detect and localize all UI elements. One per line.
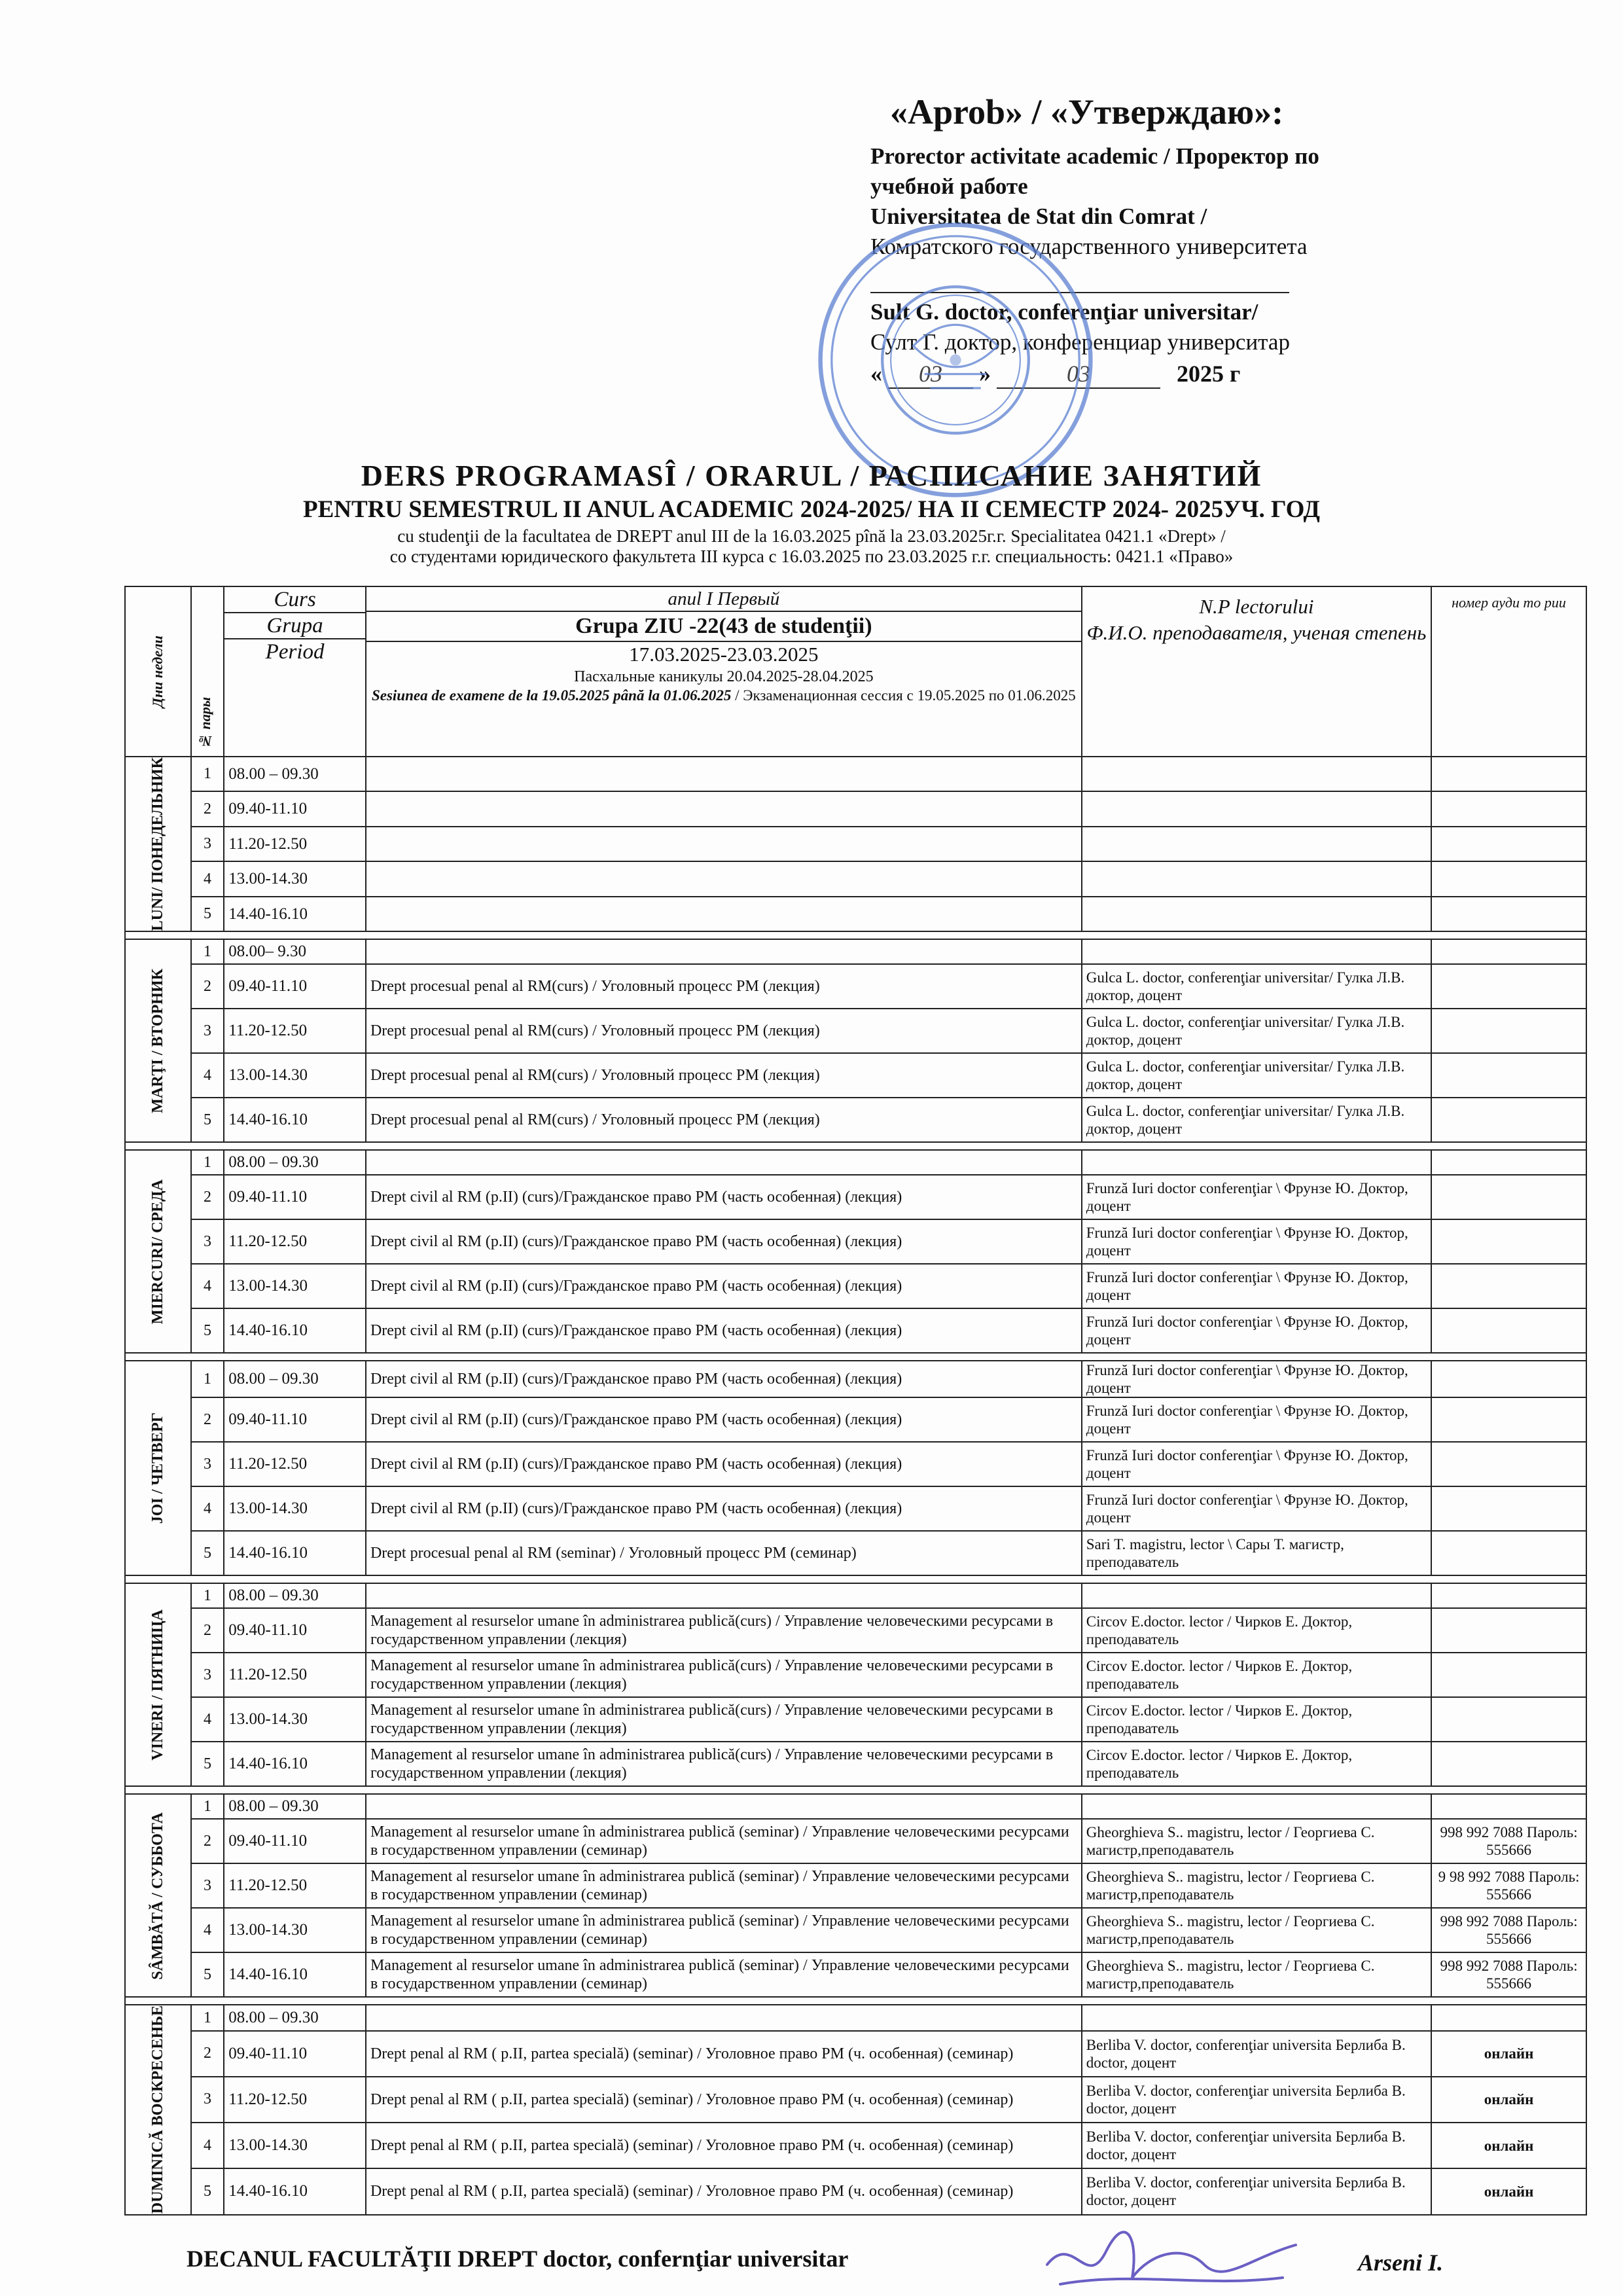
subject: Management al resurselor umane în administrarea publică(curs) / Управление человеческими ресурсами в государственном управлении (лекция) (366, 1697, 1082, 1742)
pair-number: 5 (191, 1308, 224, 1353)
auditorium (1431, 1264, 1586, 1308)
day-separator-cell (125, 1353, 1586, 1361)
subject: Management al resurselor umane în administrarea publică(curs) / Управление человеческими ресурсами в государственном управлении (лекция) (366, 1742, 1082, 1786)
pair-number: 1 (191, 1794, 224, 1819)
pair-time: 08.00 – 09.30 (224, 1361, 366, 1397)
subject: Drept penal al RM ( p.II, partea specială) (seminar) / Уголовное право РМ (ч. особенная) (семинар) (366, 2031, 1082, 2077)
pair-number: 1 (191, 939, 224, 964)
pair-number: 2 (191, 1175, 224, 1219)
table-row (125, 2168, 1586, 2214)
pair-number: 5 (191, 1952, 224, 1997)
lecturer: Circov E.doctor. lector / Чирков Е. Доктор, преподаватель (1082, 1697, 1431, 1742)
table-row (125, 1053, 1586, 1098)
auditorium (1431, 827, 1586, 861)
pair-number: 2 (191, 1819, 224, 1863)
table-row (125, 964, 1586, 1009)
lecturer: Frunză Iuri doctor conferenţiar \ Фрунзе Ю. Доктор, доцент (1082, 1308, 1431, 1353)
lecturer: Berliba V. doctor, conferenţiar universita Берлиба В. doctor, доцент (1082, 2168, 1431, 2214)
day-name: SÂMBĂTĂ / СУББОТА (149, 1812, 166, 1980)
approval-line-2: учебной работе (870, 173, 1028, 199)
subject (366, 1583, 1082, 1608)
table-row (125, 1653, 1586, 1697)
pair-number: 2 (191, 2031, 224, 2077)
approval-signer-ru: Султ Г. доктор, конференциар университар (870, 329, 1290, 355)
day-separator (125, 1575, 1586, 1583)
pair-time: 08.00 – 09.30 (224, 1794, 366, 1819)
subject: Drept procesual penal al RM(curs) / Уголовный процесс РМ (лекция) (366, 1053, 1082, 1098)
auditorium (1431, 1697, 1586, 1742)
pair-number: 2 (191, 964, 224, 1009)
day-separator (125, 931, 1586, 939)
table-row (125, 1397, 1586, 1442)
pair-time: 08.00 – 09.30 (224, 2005, 366, 2030)
pair-time: 11.20-12.50 (224, 827, 366, 861)
table-row (125, 1742, 1586, 1786)
lecturer: Gulca L. doctor, conferenţiar universitar/ Гулка Л.В. доктор, доцент (1082, 1009, 1431, 1053)
lecturer: Gulca L. doctor, conferenţiar universitar/ Гулка Л.В. доктор, доцент (1082, 1098, 1431, 1142)
header-auditorium-label: номер ауди то рии (1452, 594, 1566, 611)
subject (366, 861, 1082, 896)
header-lecturer-ro: N.P lectorului (1199, 595, 1314, 618)
table-row (125, 1583, 1586, 1608)
auditorium (1431, 861, 1586, 896)
lecturer (1082, 757, 1431, 791)
auditorium (1431, 1150, 1586, 1175)
pair-time: 11.20-12.50 (224, 2077, 366, 2123)
pair-time: 11.20-12.50 (224, 1863, 366, 1908)
table-row (125, 1819, 1586, 1863)
pair-time: 09.40-11.10 (224, 1175, 366, 1219)
header-group (366, 586, 1082, 757)
table-row (125, 861, 1586, 896)
auditorium (1431, 1531, 1586, 1575)
subject (366, 827, 1082, 861)
approval-line-4: Комратского государственного университета (870, 234, 1308, 259)
pair-number: 5 (191, 2168, 224, 2214)
subject: Drept penal al RM ( p.II, partea specială) (seminar) / Уголовное право РМ (ч. особенная) (семинар) (366, 2168, 1082, 2214)
subject: Management al resurselor umane în administrarea publică (seminar) / Управление человеческими ресурсами в государственном управлении (семинар) (366, 1819, 1082, 1863)
pair-time: 09.40-11.10 (224, 2031, 366, 2077)
header-grupa: Grupa (224, 613, 365, 639)
pair-time: 13.00-14.30 (224, 861, 366, 896)
day-separator-cell (125, 1142, 1586, 1150)
pair-number: 5 (191, 897, 224, 932)
header-days (125, 586, 191, 757)
table-row (125, 1952, 1586, 1997)
auditorium (1431, 791, 1586, 826)
day-name: VINERI / ПЯТНИЦА (149, 1609, 166, 1761)
subject: Management al resurselor umane în administrarea publică (seminar) / Управление человеческими ресурсами в государственном управлении (семинар) (366, 1952, 1082, 1997)
table-row (125, 1863, 1586, 1908)
title-line-3: cu studenţii de la facultatea de DREPT anul III de la 16.03.2025 pînă la 23.03.2025г.г. Specialitatea 0421.1 «Drept» / (397, 526, 1226, 546)
subject (366, 897, 1082, 932)
pair-time: 11.20-12.50 (224, 1442, 366, 1486)
auditorium (1431, 939, 1586, 964)
table-row (125, 939, 1586, 964)
header-session-ru: / Экзаменационная сессия с 19.05.2025 по 01.06.2025 (731, 687, 1076, 704)
lecturer: Sari T. magistru, lector \ Сары Т. магистр, преподаватель (1082, 1531, 1431, 1575)
subject: Drept civil al RM (p.II) (curs)/Гражданское право РМ (часть особенная) (лекция) (366, 1442, 1082, 1486)
auditorium (1431, 1219, 1586, 1264)
header-lecturer-ru: Ф.И.О. преподавателя, ученая степень (1086, 621, 1427, 644)
pair-time: 14.40-16.10 (224, 1531, 366, 1575)
subject: Management al resurselor umane în administrarea publică(curs) / Управление человеческими ресурсами в государственном управлении (лекция) (366, 1608, 1082, 1653)
day-separator (125, 1786, 1586, 1794)
lecturer: Gheorghieva S.. magistru, lector / Георгиева С. магистр,преподаватель (1082, 1908, 1431, 1952)
day-separator-cell (125, 1997, 1586, 2005)
header-year: anul I Первый (366, 587, 1081, 612)
auditorium (1431, 757, 1586, 791)
table-row (125, 2123, 1586, 2168)
table-row (125, 1150, 1586, 1175)
auditorium (1431, 1009, 1586, 1053)
auditorium: 998 992 7088 Пароль: 555666 (1431, 1952, 1586, 1997)
pair-number: 4 (191, 2123, 224, 2168)
table-row (125, 827, 1586, 861)
date-open-quote: « (870, 361, 882, 387)
header-pair-label: № пары (196, 697, 213, 749)
lecturer (1082, 1150, 1431, 1175)
subject: Management al resurselor umane în administrarea publică (seminar) / Управление человеческими ресурсами в государственном управлении (семинар) (366, 1908, 1082, 1952)
pair-number: 3 (191, 827, 224, 861)
header-group-name: Grupa ZIU -22(43 de studenţii) (366, 612, 1081, 642)
pair-number: 5 (191, 1531, 224, 1575)
table-row (125, 1361, 1586, 1397)
table-row (125, 1219, 1586, 1264)
auditorium: онлайн (1431, 2123, 1586, 2168)
lecturer: Frunză Iuri doctor conferenţiar \ Фрунзе Ю. Доктор, доцент (1082, 1397, 1431, 1442)
pair-time: 13.00-14.30 (224, 2123, 366, 2168)
table-row (125, 897, 1586, 932)
pair-time: 14.40-16.10 (224, 2168, 366, 2214)
auditorium (1431, 1583, 1586, 1608)
subject: Drept procesual penal al RM(curs) / Уголовный процесс РМ (лекция) (366, 964, 1082, 1009)
pair-number: 4 (191, 1486, 224, 1531)
header-days-label: Дни недели (149, 635, 166, 708)
pair-time: 13.00-14.30 (224, 1053, 366, 1098)
header-date-range: 17.03.2025-23.03.2025 (629, 643, 819, 666)
table-row (125, 1442, 1586, 1486)
lecturer: Gheorghieva S.. magistru, lector / Георгиева С. магистр,преподаватель (1082, 1863, 1431, 1908)
subject: Management al resurselor umane în administrarea publică(curs) / Управление человеческими ресурсами в государственном управлении (лекция) (366, 1653, 1082, 1697)
pair-number: 4 (191, 1053, 224, 1098)
pair-number: 3 (191, 1863, 224, 1908)
table-row (125, 757, 1586, 791)
day-separator-cell (125, 931, 1586, 939)
auditorium (1431, 1098, 1586, 1142)
day-separator (125, 1353, 1586, 1361)
pair-time: 14.40-16.10 (224, 1742, 366, 1786)
subject: Drept procesual penal al RM(curs) / Уголовный процесс РМ (лекция) (366, 1098, 1082, 1142)
auditorium (1431, 1053, 1586, 1098)
header-session (366, 687, 1081, 705)
header-auditorium (1431, 586, 1586, 757)
schedule-table (124, 586, 1587, 2215)
title-line-2: PENTRU SEMESTRUL II ANUL ACADEMIC 2024-2025/ НА II СЕМЕСТР 2024- 2025УЧ. ГОД (303, 496, 1320, 523)
header-session-ro: Sesiunea de examene de la 19.05.2025 până la 01.06.2025 (371, 687, 732, 704)
pair-time: 09.40-11.10 (224, 1397, 366, 1442)
table-header-row (125, 586, 1586, 757)
pair-time: 14.40-16.10 (224, 1308, 366, 1353)
day-name-cell (125, 939, 191, 1142)
table-row (125, 1486, 1586, 1531)
day-separator-cell (125, 1786, 1586, 1794)
pair-time: 09.40-11.10 (224, 1819, 366, 1863)
pair-number: 3 (191, 1653, 224, 1697)
table-row (125, 1794, 1586, 1819)
title-line-4: со студентами юридического факультета III курса с 16.03.2025 по 23.03.2025 г.г. специальность: 0421.1 «Право» (389, 547, 1234, 566)
auditorium (1431, 1794, 1586, 1819)
header-lecturer (1082, 586, 1431, 757)
auditorium (1431, 1397, 1586, 1442)
lecturer: Circov E.doctor. lector / Чирков Е. Доктор, преподаватель (1082, 1653, 1431, 1697)
header-period: Period (265, 640, 325, 664)
approval-line-1: Prorector activitate academic / Проректор по (870, 143, 1319, 169)
approval-line-3: Universitatea de Stat din Comrat / (870, 204, 1207, 229)
day-name: LUNI/ ПОНЕДЕЛЬНИК (149, 757, 166, 931)
subject: Drept civil al RM (p.II) (curs)/Гражданское право РМ (часть особенная) (лекция) (366, 1486, 1082, 1531)
pair-time: 13.00-14.30 (224, 1908, 366, 1952)
pair-time: 08.00– 9.30 (224, 939, 366, 964)
pair-time: 14.40-16.10 (224, 1098, 366, 1142)
subject: Drept civil al RM (p.II) (curs)/Гражданское право РМ (часть особенная) (лекция) (366, 1397, 1082, 1442)
pair-number: 3 (191, 1442, 224, 1486)
day-separator-cell (125, 1575, 1586, 1583)
pair-time: 09.40-11.10 (224, 964, 366, 1009)
date-day: 03 (888, 360, 973, 389)
subject (366, 1794, 1082, 1819)
title-line-1: DERS PROGRAMASÎ / ORARUL / РАСПИСАНИЕ ЗАНЯТИЙ (361, 459, 1262, 492)
approval-title: «Aprob» / «Утверждаю»: (890, 92, 1284, 132)
lecturer: Frunză Iuri doctor conferenţiar \ Фрунзе Ю. Доктор, доцент (1082, 1442, 1431, 1486)
subject: Drept civil al RM (p.II) (curs)/Гражданское право РМ (часть особенная) (лекция) (366, 1308, 1082, 1353)
auditorium (1431, 964, 1586, 1009)
approval-signer-ro: Sult G. doctor, conferenţiar universitar/ (870, 299, 1258, 325)
lecturer: Frunză Iuri doctor conferenţiar \ Фрунзе Ю. Доктор, доцент (1082, 1486, 1431, 1531)
auditorium (1431, 1361, 1586, 1397)
lecturer (1082, 939, 1431, 964)
lecturer: Circov E.doctor. lector / Чирков Е. Доктор, преподаватель (1082, 1742, 1431, 1786)
auditorium (1431, 1653, 1586, 1697)
lecturer: Gulca L. doctor, conferenţiar universitar/ Гулка Л.В. доктор, доцент (1082, 1053, 1431, 1098)
table-row (125, 1175, 1586, 1219)
lecturer (1082, 1794, 1431, 1819)
lecturer: Frunză Iuri doctor conferenţiar \ Фрунзе Ю. Доктор, доцент (1082, 1264, 1431, 1308)
day-name-cell (125, 2005, 191, 2214)
lecturer (1082, 1583, 1431, 1608)
pair-number: 2 (191, 1608, 224, 1653)
subject (366, 757, 1082, 791)
lecturer: Gheorghieva S.. magistru, lector / Георгиева С. магистр,преподаватель (1082, 1952, 1431, 1997)
pair-number: 1 (191, 1361, 224, 1397)
subject: Drept civil al RM (p.II) (curs)/Гражданское право РМ (часть особенная) (лекция) (366, 1264, 1082, 1308)
subject (366, 2005, 1082, 2030)
lecturer (1082, 791, 1431, 826)
day-separator (125, 1997, 1586, 2005)
lecturer: Berliba V. doctor, conferenţiar universita Берлиба В. doctor, доцент (1082, 2123, 1431, 2168)
table-row (125, 791, 1586, 826)
auditorium: онлайн (1431, 2031, 1586, 2077)
pair-number: 4 (191, 861, 224, 896)
signature-icon (1034, 2225, 1309, 2296)
day-name: MIERCURI/ СРЕДА (149, 1179, 166, 1324)
pair-number: 2 (191, 1397, 224, 1442)
table-row (125, 1308, 1586, 1353)
pair-time: 13.00-14.30 (224, 1264, 366, 1308)
pair-number: 1 (191, 1150, 224, 1175)
subject: Drept civil al RM (p.II) (curs)/Гражданское право РМ (часть особенная) (лекция) (366, 1219, 1082, 1264)
auditorium (1431, 2005, 1586, 2030)
table-row (125, 2005, 1586, 2030)
header-pair (191, 586, 224, 757)
pair-number: 3 (191, 1219, 224, 1264)
day-name-cell (125, 1361, 191, 1575)
day-name: JOI / ЧЕТВЕРГ (149, 1412, 166, 1524)
lecturer (1082, 861, 1431, 896)
table-row (125, 1908, 1586, 1952)
date-year: 2025 г (1177, 361, 1241, 387)
pair-time: 09.40-11.10 (224, 1608, 366, 1653)
auditorium (1431, 1308, 1586, 1353)
auditorium (1431, 1486, 1586, 1531)
table-row (125, 1697, 1586, 1742)
pair-time: 08.00 – 09.30 (224, 757, 366, 791)
table-row (125, 1531, 1586, 1575)
day-name-cell (125, 1794, 191, 1997)
subject (366, 1150, 1082, 1175)
table-row (125, 2077, 1586, 2123)
pair-time: 11.20-12.50 (224, 1009, 366, 1053)
header-course (224, 586, 366, 757)
pair-number: 2 (191, 791, 224, 826)
document-title (0, 458, 1623, 567)
subject (366, 791, 1082, 826)
pair-time: 11.20-12.50 (224, 1219, 366, 1264)
pair-number: 3 (191, 2077, 224, 2123)
pair-number: 5 (191, 1742, 224, 1786)
auditorium: 9 98 992 7088 Пароль: 555666 (1431, 1863, 1586, 1908)
subject (366, 939, 1082, 964)
pair-number: 5 (191, 1098, 224, 1142)
schedule-body (125, 757, 1586, 2215)
date-month: 03 (997, 360, 1160, 389)
lecturer: Berliba V. doctor, conferenţiar universita Берлиба В. doctor, доцент (1082, 2031, 1431, 2077)
auditorium: онлайн (1431, 2077, 1586, 2123)
lecturer: Gulca L. doctor, conferenţiar universitar/ Гулка Л.В. доктор, доцент (1082, 964, 1431, 1009)
pair-number: 4 (191, 1908, 224, 1952)
auditorium (1431, 1742, 1586, 1786)
pair-time: 11.20-12.50 (224, 1653, 366, 1697)
lecturer: Circov E.doctor. lector / Чирков Е. Доктор, преподаватель (1082, 1608, 1431, 1653)
pair-time: 08.00 – 09.30 (224, 1583, 366, 1608)
day-name: MARŢI / ВТОРНИК (149, 969, 166, 1113)
auditorium (1431, 1175, 1586, 1219)
table-row (125, 1608, 1586, 1653)
subject: Drept penal al RM ( p.II, partea specială) (seminar) / Уголовное право РМ (ч. особенная) (семинар) (366, 2123, 1082, 2168)
lecturer (1082, 2005, 1431, 2030)
auditorium: 998 992 7088 Пароль: 555666 (1431, 1819, 1586, 1863)
auditorium (1431, 1608, 1586, 1653)
lecturer (1082, 827, 1431, 861)
subject: Drept civil al RM (p.II) (curs)/Гражданское право РМ (часть особенная) (лекция) (366, 1361, 1082, 1397)
pair-number: 1 (191, 757, 224, 791)
date-close-quote: » (979, 361, 991, 387)
subject: Management al resurselor umane în administrarea publică (seminar) / Управление человеческими ресурсами в государственном управлении (семинар) (366, 1863, 1082, 1908)
lecturer: Frunză Iuri doctor conferenţiar \ Фрунзе Ю. Доктор, доцент (1082, 1361, 1431, 1397)
pair-time: 09.40-11.10 (224, 791, 366, 826)
pair-number: 1 (191, 1583, 224, 1608)
subject: Drept procesual penal al RM (seminar) / Уголовный процесс РМ (семинар) (366, 1531, 1082, 1575)
pair-time: 13.00-14.30 (224, 1697, 366, 1742)
lecturer (1082, 897, 1431, 932)
auditorium: 998 992 7088 Пароль: 555666 (1431, 1908, 1586, 1952)
day-name: DUMINICĂ ВОСКРЕСЕНЬЕ (149, 2005, 166, 2214)
subject: Drept procesual penal al RM(curs) / Уголовный процесс РМ (лекция) (366, 1009, 1082, 1053)
dean-title: DECANUL FACULTĂŢII DREPT doctor, confernţiar universitar (187, 2246, 849, 2272)
auditorium: онлайн (1431, 2168, 1586, 2214)
day-name-cell (125, 1150, 191, 1353)
table-row (125, 1098, 1586, 1142)
lecturer: Berliba V. doctor, conferenţiar universita Берлиба В. doctor, доцент (1082, 2077, 1431, 2123)
table-row (125, 1264, 1586, 1308)
header-holidays: Пасхальные каникулы 20.04.2025-28.04.2025 (574, 668, 874, 685)
day-name-cell (125, 757, 191, 931)
lecturer: Gheorghieva S.. magistru, lector / Георгиева С. магистр,преподаватель (1082, 1819, 1431, 1863)
table-row (125, 1009, 1586, 1053)
pair-number: 1 (191, 2005, 224, 2030)
day-separator (125, 1142, 1586, 1150)
pair-time: 13.00-14.30 (224, 1486, 366, 1531)
table-row (125, 2031, 1586, 2077)
auditorium (1431, 1442, 1586, 1486)
header-curs: Curs (224, 587, 365, 613)
lecturer: Frunză Iuri doctor conferenţiar \ Фрунзе Ю. Доктор, доцент (1082, 1219, 1431, 1264)
subject: Drept penal al RM ( p.II, partea specială) (seminar) / Уголовное право РМ (ч. особенная) (семинар) (366, 2077, 1082, 2123)
pair-time: 14.40-16.10 (224, 1952, 366, 1997)
pair-time: 14.40-16.10 (224, 897, 366, 932)
pair-number: 3 (191, 1009, 224, 1053)
dean-name: Arseni I. (1358, 2250, 1444, 2276)
auditorium (1431, 897, 1586, 932)
pair-number: 4 (191, 1264, 224, 1308)
day-name-cell (125, 1583, 191, 1786)
lecturer: Frunză Iuri doctor conferenţiar \ Фрунзе Ю. Доктор, доцент (1082, 1175, 1431, 1219)
subject: Drept civil al RM (p.II) (curs)/Гражданское право РМ (часть особенная) (лекция) (366, 1175, 1082, 1219)
pair-number: 4 (191, 1697, 224, 1742)
pair-time: 08.00 – 09.30 (224, 1150, 366, 1175)
